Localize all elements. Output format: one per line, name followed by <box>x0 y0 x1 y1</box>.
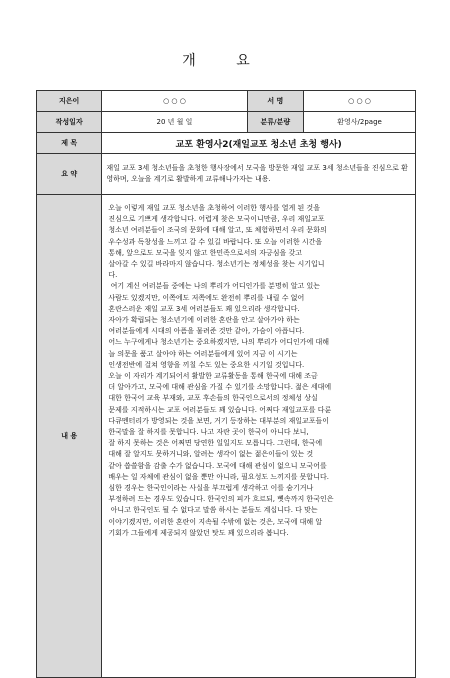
author-label: 지은이 <box>37 91 102 112</box>
subject-label: 제 목 <box>37 133 102 154</box>
content-paragraph: 오늘 이렇게 재일 교포 청소년을 초청하여 이러한 행사를 열게 된 것을 진심으로 기쁘게 생각합니다. 어렵게 찾은 모국이니만큼, 우리 재일교포 청소년 여러분들이 조국의 문화에 대해 알고, 또 체험하면서 우리 문화의 우수성과 독창성을 느끼고 갈 수 있길 바랍니다. 또 오늘 이러한 시간을 통해, 앞으로도 모국을 잊지 않고 한민족으로서의 자긍심을 갖고 살아갈 수 있길 바라마지 않습니다. 청소년기는 정체성을 찾는 시기입니 다. <box>108 204 327 280</box>
content-paragraph: 여기 계신 여러분들 중에는 나의 뿌리가 어디인가를 분명히 알고 있는 사람도 있겠지만, 이쪽에도 저쪽에도 완전히 뿌리를 내릴 수 없어 혼란스러운 재일 교포 3세 여러분들도 꽤 있으리라 생각합니다. 자아가 확립되는 청소년기에 이러한 혼란을 안고 살아가야 하는 여러분들에게 시대의 아픔을 물려준 것만 같아, 가슴이 아픕니다. 어느 누구에게나 청소년기는 중요하겠지만, 나의 뿌리가 어디인가에 대해 늘 의문을 품고 살아야 하는 여러분들에게 있어 지금 이 시기는 인생전반에 걸쳐 영향을 끼칠 수도 있는 중요한 시기일 것입니다. 오늘 이 자리가 계기되어서 활발한 교류활동을 통해 한국에 대해 조금 더 알아가고, 모국에 대해 관심을 가질 수 있기를 소망합니다. 젊은 세대에 <box>108 282 332 392</box>
content-paragraph: 아니고 한국인도 될 수 없다고 말씀 하시는 분들도 계십니다. 다 맞는 이야기겠지만, 이러한 혼란이 지속될 수밖에 없는 것은, 모국에 대해 알 기회가 그들에게 제공되지 않았던 탓도 꽤 있으리라 봅니다. <box>108 506 323 537</box>
content-paragraph: 대한 한국어 교육 부재와, 교포 후손들의 한국인으로서의 정체성 상실 문제를 지적하시는 교포 여러분들도 꽤 있습니다. 어쩌다 재일교포를 다룬 다큐멘터리가 방영되는 것을 보면, 거기 등장하는 대부분의 재일교포들이 한국말을 잘 하지를 못합니다. 나고 자란 곳이 한국이 아니다 보니, 잘 하지 못하는 것은 어쩌면 당연한 일일지도 모릅니다. 그런데, 한국에 대해 잘 알지도 못하거니와, 알려는 생각이 없는 젊은이들이 있는 것 같아 씁쓸함을 감출 수가 없습니다. 모국에 대해 관심이 없으니 모국어를 배우는 일 자체에 관심이 없을 뿐만 아니라, 필요성도 느끼지를 못합니다. 심한 경우는 한국인이라는 사실을 부끄럽게 생각하고 이를 숨기거나 부정하려 드는 경우도 있습니다. 한국인의 피가 흐르되, 뼛속까지 한국인은 <box>108 394 334 504</box>
date-value: 20 년 월 일 <box>102 112 247 133</box>
book-value: ○ ○ ○ <box>304 91 416 112</box>
author-value: ○ ○ ○ <box>102 91 247 112</box>
category-value: 환영사/2page <box>304 112 416 133</box>
book-label: 서 명 <box>247 91 304 112</box>
summary-label: 요 약 <box>37 154 102 195</box>
date-label: 작성일자 <box>37 112 102 133</box>
content-label: 내 용 <box>37 195 102 678</box>
document-title: 개 요 <box>182 53 268 69</box>
summary-value: 재일 교포 3세 청소년들을 초청한 행사장에서 모국을 방문한 재일 교포 3세 청소년들을 진심으로 환영하며, 오늘을 계기로 활발하게 교류해나가자는 내용. <box>102 154 416 195</box>
summary-table <box>36 90 416 678</box>
category-label: 분류/분량 <box>247 112 304 133</box>
subject-value: 교포 환영사2(재일교포 청소년 초청 행사) <box>102 133 416 154</box>
content-body <box>102 195 416 678</box>
